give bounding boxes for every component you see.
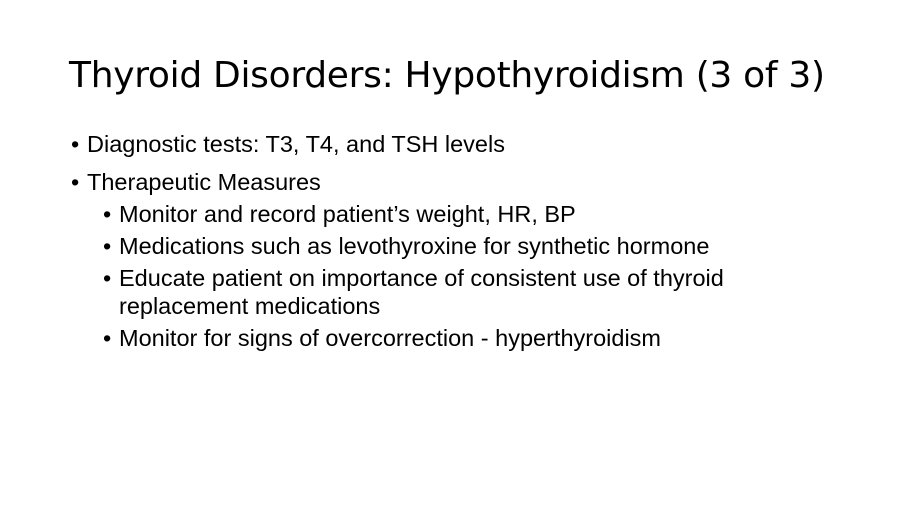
sub-bullet-monitor-vitals [103, 200, 851, 228]
bullet-dot: • [71, 131, 80, 157]
bullet-text: Diagnostic tests: T3, T4, and TSH levels [87, 131, 505, 157]
bullet-therapeutic-measures [71, 168, 851, 196]
bullet-dot: • [71, 169, 80, 195]
bullet-diagnostic-tests [71, 130, 851, 158]
sub-bullet-educate-patient [103, 264, 851, 320]
therapeutic-measures-sublist [71, 200, 851, 352]
sub-bullet-text: Medications such as levothyroxine for synthetic hormone [119, 233, 710, 259]
sub-bullet-medications [103, 232, 851, 260]
sub-bullet-monitor-overcorrection [103, 324, 851, 352]
bullet-list [71, 126, 851, 352]
bullet-dot: • [103, 325, 112, 351]
bullet-dot: • [103, 201, 112, 227]
bullet-dot: • [103, 265, 112, 291]
sub-bullet-text: Educate patient on importance of consistent use of thyroid replacement medications [119, 265, 724, 319]
sub-bullet-text: Monitor and record patient’s weight, HR, BP [119, 201, 576, 227]
bullet-text: Therapeutic Measures [87, 169, 321, 195]
bullet-dot: • [103, 233, 112, 259]
slide-title: Thyroid Disorders: Hypothyroidism (3 of 3) [69, 55, 825, 96]
sub-bullet-text: Monitor for signs of overcorrection - hyperthyroidism [119, 325, 662, 351]
